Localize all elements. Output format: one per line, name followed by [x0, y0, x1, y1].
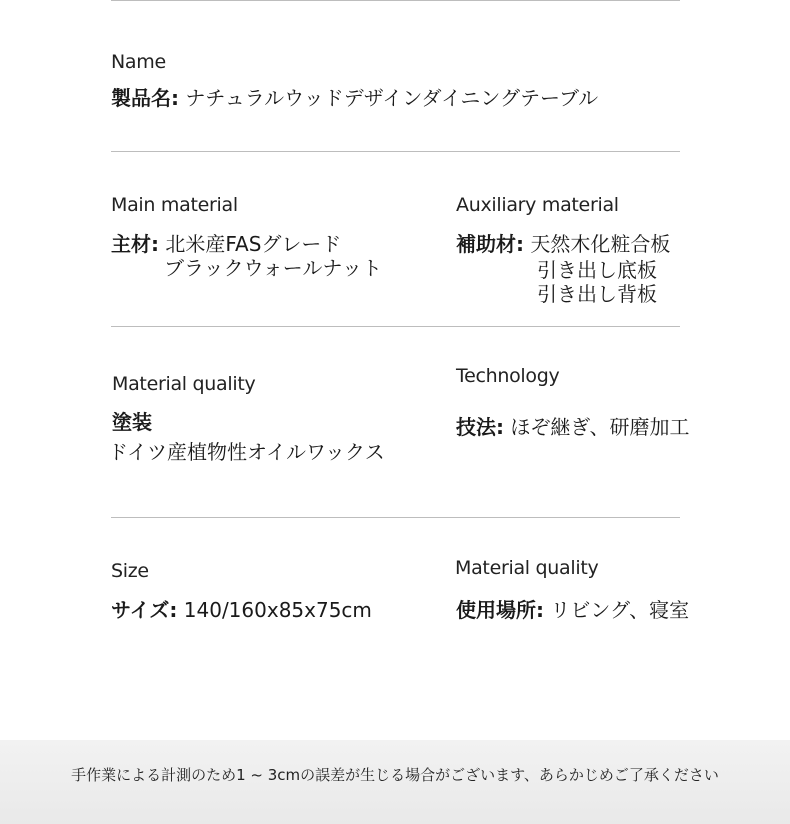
auxiliary-material-line-2: 引き出し底板: [537, 258, 657, 282]
main-material-line-1: 北米産FASグレード: [165, 232, 342, 256]
main-material-key: 主材:: [111, 232, 159, 256]
technology: [456, 415, 690, 439]
material-quality-label: Material quality: [112, 373, 256, 395]
divider-top: [111, 0, 680, 1]
product-name: [111, 86, 598, 110]
usage: [456, 598, 689, 622]
usage-key: 使用場所:: [456, 598, 544, 622]
divider-1: [111, 151, 680, 152]
usage-value: リビング、寝室: [550, 598, 690, 622]
name-label: Name: [111, 51, 166, 73]
main-material-label: Main material: [111, 194, 238, 216]
divider-2: [111, 326, 680, 327]
technology-label: Technology: [456, 365, 560, 387]
size-key: サイズ:: [111, 598, 178, 622]
auxiliary-material-line-1: 天然木化粧合板: [530, 232, 671, 256]
coating-value: ドイツ産植物性オイルワックス: [108, 440, 385, 464]
coating-key: 塗装: [112, 410, 152, 434]
main-material: [111, 232, 341, 256]
auxiliary-material: [456, 232, 670, 256]
size: [111, 598, 372, 622]
coating-key-wrap: [112, 410, 152, 434]
main-material-line-2: ブラックウォールナット: [164, 256, 382, 280]
product-name-key: 製品名:: [111, 86, 179, 110]
coating-value-wrap: [108, 440, 385, 464]
technology-key: 技法:: [456, 415, 504, 439]
technology-value: ほぞ継ぎ、研磨加工: [510, 415, 690, 439]
auxiliary-material-line-3: 引き出し背板: [537, 282, 657, 306]
footer-banner: [0, 740, 790, 824]
size-value: 140/160x85x75cm: [183, 598, 372, 622]
measurement-note: 手作業による計測のため1 ~ 3cmの誤差が生じる場合がございます、あらかじめご了承ください: [71, 766, 719, 784]
main-material-line-2-wrap: [164, 256, 382, 280]
product-name-value: ナチュラルウッドデザインダイニングテーブル: [185, 86, 599, 110]
auxiliary-material-line-2-wrap: [537, 258, 657, 282]
auxiliary-material-key: 補助材:: [456, 232, 524, 256]
divider-3: [111, 517, 680, 518]
usage-label: Material quality: [455, 557, 599, 579]
size-label: Size: [111, 560, 149, 582]
auxiliary-material-line-3-wrap: [537, 282, 657, 306]
auxiliary-material-label: Auxiliary material: [456, 194, 619, 216]
